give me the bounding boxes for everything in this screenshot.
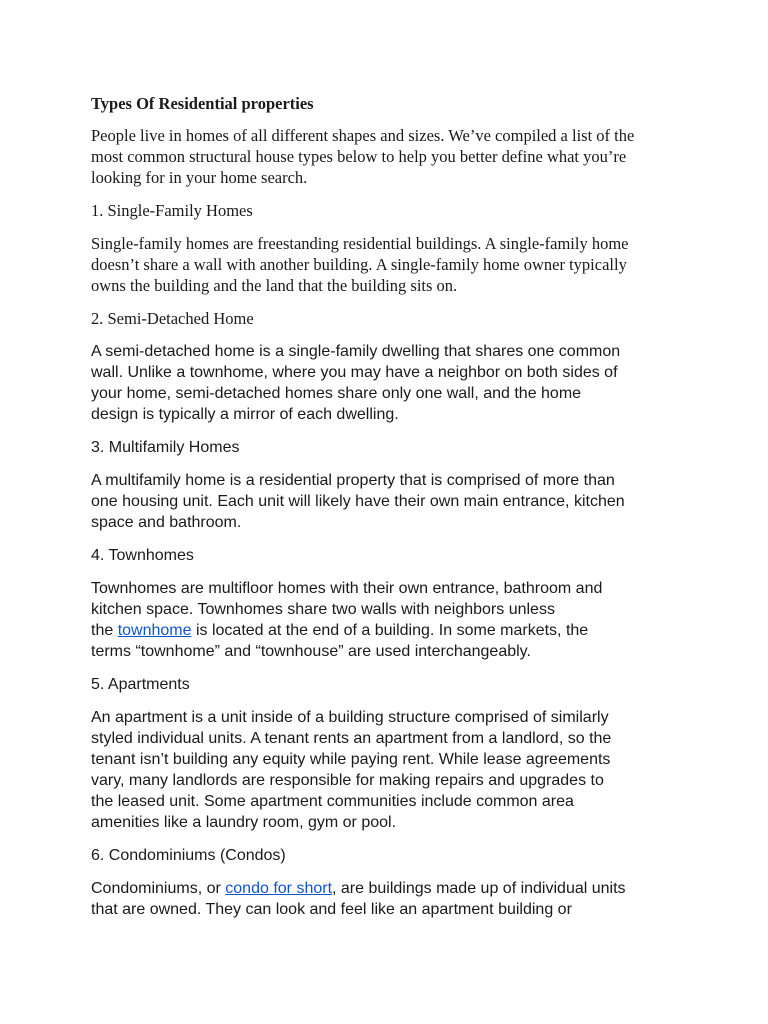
paragraph-line-with-link xyxy=(91,620,691,641)
paragraph-line: the leased unit. Some apartment communities include common area xyxy=(91,793,574,810)
townhomes-paragraph xyxy=(91,578,691,662)
townhome-link[interactable]: townhome xyxy=(117,622,192,639)
paragraph-line: wall. Unlike a townhome, where you may have a neighbor on both sides of xyxy=(91,364,618,381)
paragraph-line-with-link xyxy=(91,878,691,899)
apartments-paragraph xyxy=(91,707,691,833)
intro-line: People live in homes of all different shapes and sizes. We’ve compiled a list of the xyxy=(91,126,635,145)
intro-paragraph xyxy=(91,125,691,188)
paragraph-line: one housing unit. Each unit will likely have their own main entrance, kitchen xyxy=(91,493,625,510)
paragraph-line: kitchen space. Townhomes share two walls with neighbors unless xyxy=(91,601,555,618)
paragraph-line: terms “townhome” and “townhouse” are used interchangeably. xyxy=(91,643,531,660)
paragraph-line: design is typically a mirror of each dwelling. xyxy=(91,406,399,423)
paragraph-line: Townhomes are multifloor homes with their own entrance, bathroom and xyxy=(91,580,603,597)
section-heading-apartments: 5. Apartments xyxy=(91,676,190,693)
paragraph-line: A multifamily home is a residential property that is comprised of more than xyxy=(91,472,615,489)
section-heading-townhomes: 4. Townhomes xyxy=(91,547,194,564)
section-heading-multifamily: 3. Multifamily Homes xyxy=(91,439,240,456)
multifamily-paragraph xyxy=(91,470,691,533)
text-fragment: Condominiums, or xyxy=(91,880,226,897)
paragraph-line: vary, many landlords are responsible for making repairs and upgrades to xyxy=(91,772,604,789)
intro-line: most common structural house types below to help you better define what you’re xyxy=(91,147,627,166)
paragraph-line: styled individual units. A tenant rents an apartment from a landlord, so the xyxy=(91,730,612,747)
document-title: Types Of Residential properties xyxy=(91,94,314,113)
paragraph-line: tenant isn’t building any equity while paying rent. While lease agreements xyxy=(91,751,611,768)
document-page xyxy=(91,93,691,932)
condominiums-paragraph xyxy=(91,878,691,920)
paragraph-line: that are owned. They can look and feel like an apartment building or xyxy=(91,901,572,918)
section-heading-condominiums: 6. Condominiums (Condos) xyxy=(91,847,286,864)
semi-detached-paragraph xyxy=(91,341,691,425)
condo-for-short-link[interactable]: condo for short xyxy=(225,880,333,897)
paragraph-line: amenities like a laundry room, gym or pool. xyxy=(91,814,397,831)
intro-line: looking for in your home search. xyxy=(91,168,308,187)
paragraph-line: your home, semi-detached homes share only one wall, and the home xyxy=(91,385,582,402)
section-heading-semi-detached: 2. Semi-Detached Home xyxy=(91,309,254,328)
paragraph-line: A semi-detached home is a single-family dwelling that shares one common xyxy=(91,343,621,360)
paragraph-line: doesn’t share a wall with another building. A single-family home owner typically xyxy=(91,255,627,274)
paragraph-line: space and bathroom. xyxy=(91,514,242,531)
paragraph-line: Single-family homes are freestanding residential buildings. A single-family home xyxy=(91,234,629,253)
text-fragment: the xyxy=(91,622,118,639)
paragraph-line: owns the building and the land that the building sits on. xyxy=(91,276,458,295)
text-fragment: is located at the end of a building. In some markets, the xyxy=(191,622,589,639)
section-heading-single-family: 1. Single-Family Homes xyxy=(91,201,253,220)
single-family-paragraph xyxy=(91,233,691,296)
text-fragment: , are buildings made up of individual units xyxy=(332,880,626,897)
paragraph-line: An apartment is a unit inside of a building structure comprised of similarly xyxy=(91,709,609,726)
